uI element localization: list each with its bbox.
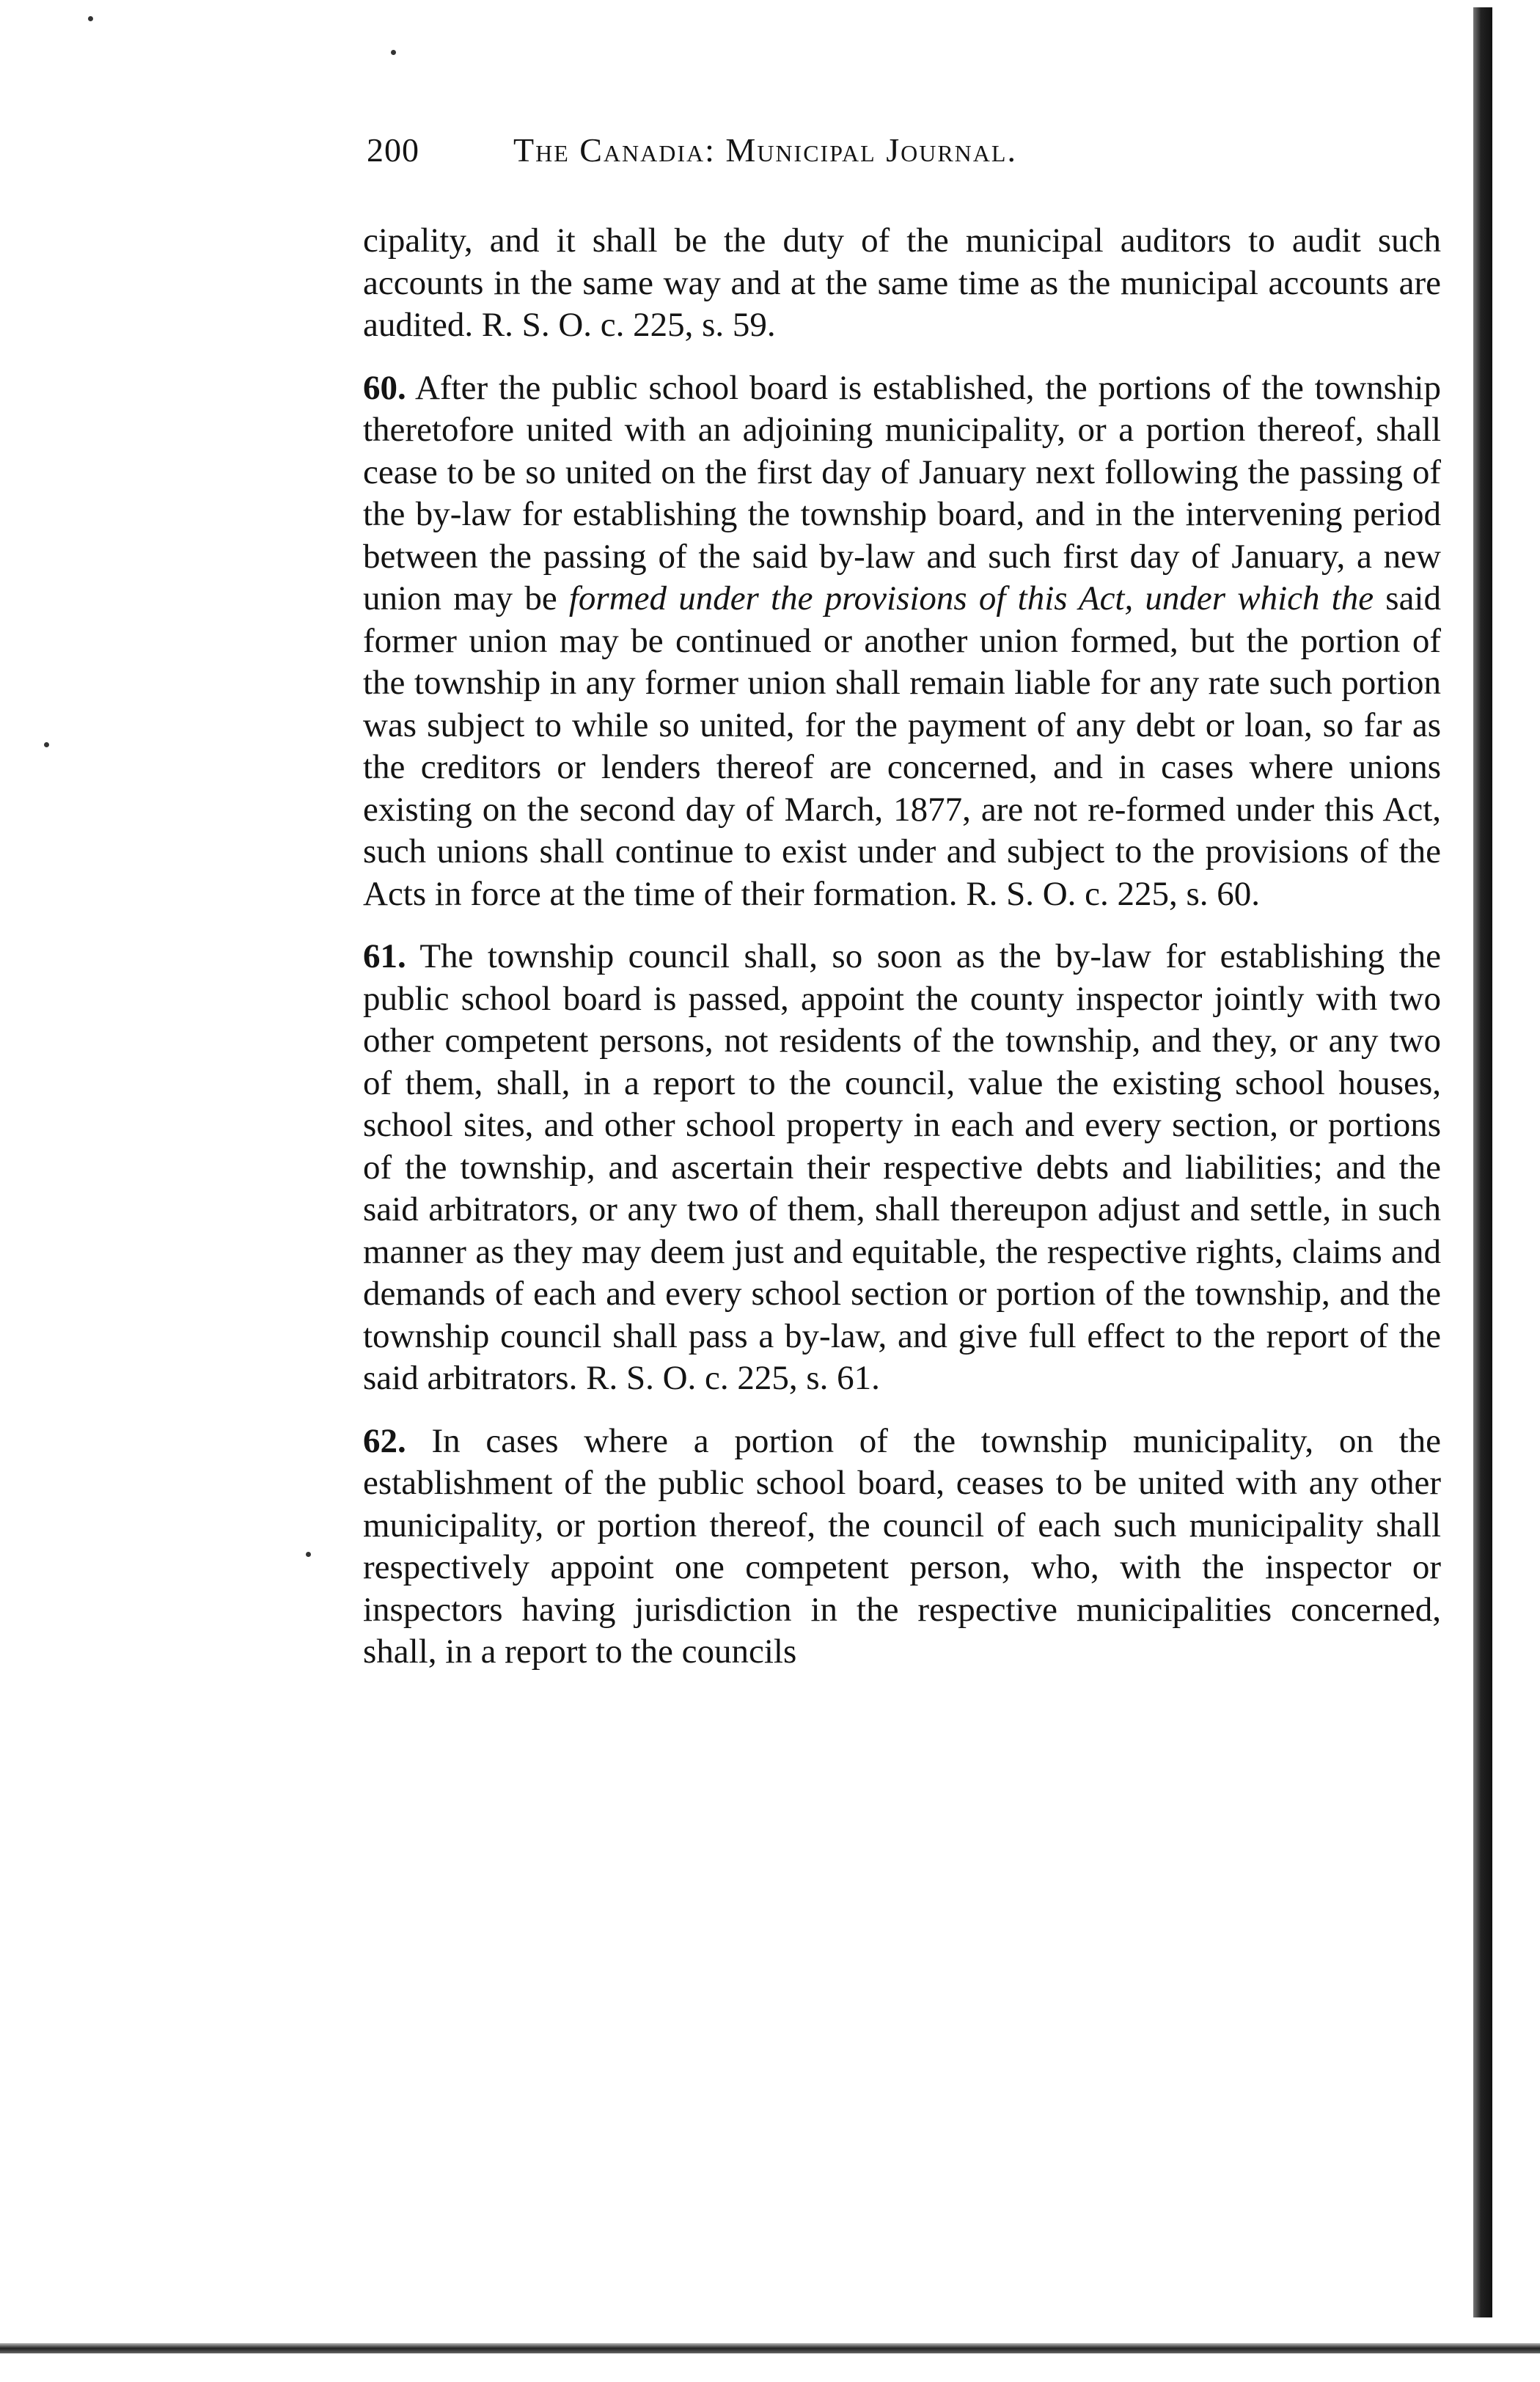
- section-62: [363, 1421, 1441, 1674]
- page-number: 200: [367, 131, 419, 169]
- paragraph-italic-text: formed under the provisions of this Act, under which the: [568, 579, 1374, 618]
- page-binding-shadow: [1448, 0, 1492, 2382]
- paragraph-text: cipality, and it shall be the duty of the municipal auditors to audit such accounts in the same way and at the same time as the municipal accounts are audited. R. S. O. c. 225, s. 59.: [363, 221, 1441, 344]
- section-number: 61.: [363, 937, 406, 975]
- body-text: [363, 220, 1441, 1674]
- scan-speck: [44, 742, 49, 747]
- paragraph-continuation: [363, 220, 1441, 347]
- section-60: [363, 367, 1441, 916]
- scan-speck: [88, 16, 93, 21]
- paragraph-text: The township council shall, so soon as the by-law for establishing the public school board is passed, appoint the county inspector jointly with two other competent persons, not residents of the township, and they, or any two of them, shall, in a report to the council, value the existing school houses, school sites, and other school property in each and every section, or portions of the township, and ascertain their respective debts and liabilities; and the said arbitrators, or any two of them, shall thereupon adjust and settle, in such manner as they may deem just and equitable, the respective rights, claims and demands of each and every school section or portion of the township, and the township council shall pass a by-law, and give full effect to the report of the said arbitrators. R. S. O. c. 225, s. 61.: [363, 937, 1441, 1397]
- scan-speck: [306, 1552, 311, 1557]
- page-bottom-edge: [0, 2343, 1540, 2353]
- scan-speck: [391, 50, 396, 55]
- section-61: [363, 936, 1441, 1400]
- running-title: The Canadia: Municipal Journal.: [513, 131, 1017, 169]
- section-number: 60.: [363, 368, 406, 407]
- page-header: [367, 131, 1430, 182]
- section-number: 62.: [363, 1421, 406, 1460]
- paragraph-text: said former union may be continued or another union formed, but the portion of the township in any former union shall remain liable for any rate such portion was subject to while so united, for the payment of any debt or loan, so far as the creditors or lenders thereof are concerned, and in cases where unions existing on the second day of March, 1877, are not re-formed under this Act, such unions shall continue to exist under and subject to the provisions of the Acts in force at the time of their formation. R. S. O. c. 225, s. 60.: [363, 579, 1441, 913]
- binding-dark-edge: [1473, 7, 1492, 2317]
- paragraph-text: In cases where a portion of the township municipality, on the establishment of the public school board, ceases to be united with any other municipality, or portion thereof, the council of each such municipality shall respectively appoint one competent person, who, with the inspector or inspectors having jurisdiction in the respective municipalities concerned, shall, in a report to the councils: [363, 1421, 1441, 1671]
- paragraph-text: After the public school board is established, the portions of the township theretofore united with an adjoining municipality, or a portion thereof, shall cease to be so united on the first day of January next following the passing of the by-law for establishing the township board, and in the intervening period between the passing of the said by-law and such first day of January, a new union may be: [363, 368, 1441, 618]
